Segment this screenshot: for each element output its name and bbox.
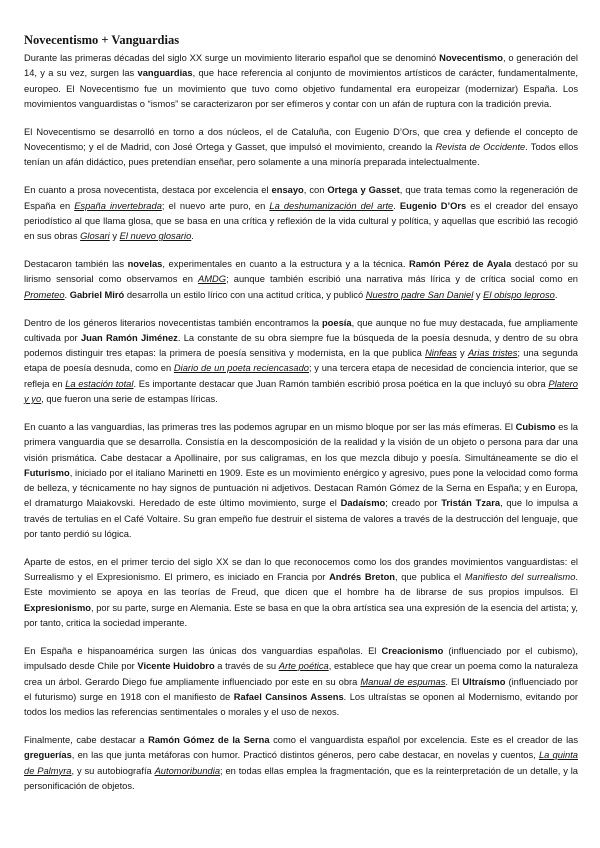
bold-term: Cubismo [515,421,556,432]
work-title: El nuevo glosario [119,231,192,242]
paragraph [24,51,578,112]
text-run: a través de su [214,661,279,672]
bold-term: Expresionismo [24,602,91,613]
work-title: Ninfeas [425,348,457,359]
text-run: ; una segunda etapa de poesía desnuda, como en [24,348,578,374]
work-title: Manual de espumas [360,676,446,687]
text-run: (influenciado por el cubismo), impulsado desde Chile por [24,645,578,672]
text-run: es la primera vanguardia que se desarrolla. Consistía en la descomposición de la realidad y la visión de un objeto o persona para dar una visión prismática. Cabe destacar a Apollinaire, por sus caligramas, en los que mezcla dibujo y poesía. Simultáneamente se dio el [24,421,578,463]
text-run: , que trata temas como la regeneración de España en [24,185,578,211]
text-run: , que publica el [395,572,465,583]
text-run: y [473,289,484,300]
work-title: Platero y yo [24,378,578,405]
bold-term: greguerías [24,750,72,761]
text-run: En cuanto a prosa novecentista, destaca por excelencia el [24,185,272,196]
bold-term: ensayo [271,185,304,196]
text-run: Dentro de los géneros literarios novecentistas también encontramos la [24,317,322,328]
bold-term: poesía [321,317,352,328]
text-run: Durante las primeras décadas del siglo XX surge un movimiento literario español que se denominó [24,53,440,63]
work-title: Arte poética [278,661,329,672]
bold-term: Andrés Breton [329,572,396,583]
text-run: destacó por su lirismo sensorial como observamos en [24,259,578,285]
paragraph [24,125,578,171]
text-run: , que hace referencia al conjunto de movimientos artísticos de carácter, fundamentalmente, europeo. El Novecentismo fue un movimiento que tuvo como objetivo fundamental era europeizar (modernizar) España. Los movimientos vanguardistas o “ismos” se caracterizaron por ser efímeros y contar con un afán de ruptura con la tradición previa. [24,68,578,109]
italic-title: Revista de Occidente [435,142,526,153]
text-run: , iniciado por el italiano Marinetti en 1909. Este es un movimiento enérgico y agresivo, pues pone la velocidad como forma de belleza, y técnicamente no hay signos de puntuación ni adjetivos. Destacan Ramón Gómez de la Serna en España; y en Europa, el dramaturgo Maiakovski. Heredado de este último movimiento, surge el [24,467,578,509]
text-run: Finalmente, cabe destacar a [24,735,149,746]
text-run: En cuanto a las vanguardias, las primeras tres las podemos agrupar en un mismo bloque por ser las más efímeras. El [24,421,516,432]
bold-term: Novecentismo [439,53,503,63]
bold-term: Vicente Huidobro [137,661,215,672]
paragraph [24,316,578,408]
text-run: ; aunque también escribió una narrativa más lírica y de crítica social como en [226,274,579,285]
text-run: . Los ultraístas se oponen al Modernismo, evitando por todos los medios las referencias sentimentales o morales y el uso de nexos. [24,691,578,718]
work-title: La quinta de Palmyra [24,750,578,776]
text-run: . La constante de su obra siempre fue la búsqueda de la poesía desnuda, y dentro de su obra podemos distinguir tres etapas: la primera de poesía sensitiva y modernista, en la que publica [24,332,578,359]
text-run: Destacaron también las [24,259,128,270]
text-run: , por su parte, surge en Alemania. Este se basa en que la obra artística sea una expresión de la esencia del artista; y, por tanto, critica la sociedad imperante. [24,602,578,629]
text-run: , experimentales en cuanto a la estructura y a la técnica. [162,259,409,270]
work-title: La deshumanización del arte [269,200,394,211]
work-title: Nuestro padre San Daniel [365,289,474,300]
text-run: ; y una tercera etapa de necesidad de conciencia interior, que se refleja en [24,363,578,389]
document-body [24,51,578,794]
text-run: desarrolla un estilo lírico con una actitud crítica, y publicó [124,289,366,300]
text-run: . El [445,676,463,687]
text-run: En España e hispanoamérica surgen las únicas dos vanguardias españolas. El [24,645,382,656]
text-run: y [456,348,468,359]
text-run: , que lo impulsa a través de tertulias en el Café Voltaire. Su gran empeño fue destruir el sistema de valores a través de la destrucción del lenguaje, que por tanto perdió su lógica. [24,498,578,539]
work-title: Prometeo [24,289,65,300]
bold-term: Futurismo [24,467,70,478]
bold-term: Dadaísmo [340,498,386,509]
paragraph [24,644,578,720]
text-run: . [64,289,70,300]
paragraph [24,420,578,542]
paragraph [24,555,578,631]
text-run: El Novecentismo se desarrolló en torno a dos núcleos, el de Cataluña, con Eugenio D’Ors, que crea y defiende el concepto de Novecentismo; y el de Madrid, con José Ortega y Gasset, que impulsó el movimiento, creando la [24,126,578,153]
text-run: ; en todas ellas emplea la fragmentación, que es la reinterpretación de un detalle, y la personificación de objetos. [24,765,578,791]
text-run: . Es importante destacar que Juan Ramón también escribió prosa poética en la que incluyó su obra [133,378,549,389]
work-title: La estación total [65,378,134,389]
text-run: , que aunque no fue muy destacada, fue ampliamente cultivada por [24,317,579,343]
work-title: España invertebrada [74,200,162,211]
text-run: como el vanguardista español por excelencia. Este es el creador de las [269,735,579,746]
text-run: . [393,200,400,211]
bold-term: Ultraísmo [462,676,506,687]
bold-term: Creacionismo [381,645,444,656]
bold-term: Juan Ramón Jiménez [80,332,178,343]
work-title: El obispo leproso [483,289,555,300]
work-title: AMDG [198,274,227,285]
text-run: . [191,231,194,242]
text-run: , con [303,185,328,196]
document-title: Novecentismo + Vanguardias [24,33,180,47]
text-run: Aparte de estos, en el primer tercio del siglo XX se dan lo que reconocemos como los dos grandes movimientos vanguardistas: el Surrealismo y el Expresionismo. El primero, es iniciado en Francia por [24,556,578,583]
work-title: Diario de un poeta reciencasado [173,363,309,374]
text-run: ; el nuevo arte puro, en [161,200,270,211]
text-run: , en las que junta metáforas con humor. Practicó distintos géneros, pero cabe destacar, en novelas y cuentos, [71,750,539,761]
paragraph [24,733,578,794]
text-run: y [109,231,120,242]
bold-term: novelas [127,259,163,270]
italic-title: Manifiesto del surrealismo [464,572,576,583]
bold-term: vanguardias [137,68,193,79]
work-title: Automoribundia [154,765,221,776]
text-run: , establece que hay que crear un poema como la naturaleza crea un árbol. Gerardo Diego fue ampliamente influenciado por este en su obra [24,661,578,687]
bold-term: Ortega y Gasset [327,185,400,196]
paragraph [24,257,578,303]
text-run: , y su autobiografía [71,765,155,776]
text-run: . Todos ellos tenían un afán didáctico, pues pretendían enseñar, pero solamente a una minoría preparada intelectualmente. [24,142,579,168]
paragraph [24,183,578,244]
bold-term: Tristán Tzara [441,498,501,509]
text-run: ; creado por [385,498,442,509]
bold-term: Ramón Pérez de Ayala [408,259,512,270]
work-title: Arias tristes [467,348,518,359]
text-run: es el creador del ensayo periodístico al que llama glosa, que se basa en una crítica y reflexión de la vida cultural y política, y aquellas que escribió las recogió en sus obras [24,200,578,242]
text-run: , que fueron una serie de estampas líricas. [41,394,218,405]
bold-term: Eugenio D’Ors [399,200,467,211]
bold-term: Rafael Cansinos Assens [233,691,344,702]
work-title: Glosari [80,231,110,242]
text-run: . [554,289,558,300]
bold-term: Ramón Gómez de la Serna [148,735,270,746]
text-run: . Este movimiento se apoya en las teorías de Freud, que dicen que el hombre ha de librarse de sus propios impulsos. El [24,572,578,598]
text-run: (influenciado por el futurismo) surge en 1918 con el manifiesto de [24,676,578,702]
bold-term: Gabriel Miró [69,289,125,300]
text-run: , o generación del 14, y a su vez, surgen las [24,53,578,79]
